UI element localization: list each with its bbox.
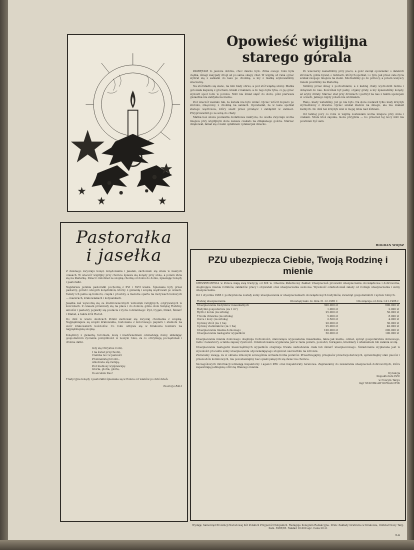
table-cell: 100.000 zł <box>385 332 399 336</box>
pzu-signature <box>196 372 400 386</box>
pzu-paragraph: Szczegółowych informacji udzielają inspektorzy i agenci PZU oraz inspektoraty terenowe. Zapraszamy do zawierania ubezpieczeń dobrowolnych, które zapewniają pełniejszą ochronę Waszego mienia. <box>196 362 400 370</box>
story-paragraph: Pod wieczór zawiało tak, że świata nie było widać. Ojciec wrócił dopiero po zmroku, zmęczony, z choinką na saniach. Opowiadał, że w lesie spotkał starego wędrowca, który szedł przez przełęcz i zabłądził w zamieci. Przyprowadził go ze sobą do chaty. <box>190 100 294 115</box>
signature-line: Inspektoratu PZU <box>376 375 400 379</box>
table-cell: 5.000 zł <box>327 314 338 318</box>
table-cell: 1.000 zł <box>327 307 338 311</box>
table-cell: 100.000 zł <box>324 328 338 332</box>
signature-line: Dyrekcja <box>388 371 400 375</box>
table-cell: 8.000 zł <box>388 314 399 318</box>
table-cell: 30.000 zł <box>386 321 399 325</box>
story-column <box>300 70 404 246</box>
pzu-rates-table <box>196 300 400 336</box>
table-cell: 25.000 zł <box>325 325 338 329</box>
carol-title: Pastorałka i jasełka <box>76 228 172 266</box>
table-cell: 200.000 zł <box>385 328 399 332</box>
carol-closing: Tradycyjne kolędy i pastorałki śpiewane są w Polsce od wieków po dziś dzień. <box>66 378 169 382</box>
christmas-illustration <box>67 34 185 212</box>
carol-paragraph: Jasełka zaś wywodzą się ze średniowiecznych widowisk religijnych, odgrywanych w kościołach. Z czasem przeniosły się na place i do domów, gdzie obok Świętej Rodziny, aniołów i pasterzy pojawiły się postacie z życia codziennego: Żyd, Cygan, Dziad, Śmierć i Diabeł, a także król Herod. <box>66 301 182 316</box>
pzu-intro <box>196 282 400 298</box>
candle-star-illustration <box>68 35 184 211</box>
pzu-title: PZU ubezpiecza Ciebie, Twoją Rodzinę i mienie <box>208 255 388 277</box>
story-title: Opowieść wigilijna starego górala <box>226 34 368 66</box>
binding-edge-left <box>0 0 8 550</box>
story-paragraph: Na stół kładło się siano, na nim biały obrus, a pod stół wiązkę słomy. Matka gotowała kapustę z grochem, kluski z makiem, a do tego była ryba, co ją ojciec wyłowił spod lodu w potoku. Nikt nie śmiał siąść do stołu, póki pierwsza gwiazdka nie zabłysła na niebie. <box>190 85 294 100</box>
carol-verse <box>92 347 182 375</box>
table-cell: Budynki gospodarcze (za 1 m²) <box>197 307 238 311</box>
pzu-advertisement <box>190 249 406 521</box>
verse-line: Ciemna noc w jasności <box>92 354 122 358</box>
binding-edge-right <box>407 0 414 550</box>
verse-line: Gdy się Chrystus rodzi, <box>92 347 123 351</box>
table-header: Rodzaj ubezpieczenia <box>196 300 270 304</box>
story-author: BOGDAN WOJSZ <box>375 243 404 247</box>
table-cell: 20.000 zł <box>325 321 338 325</box>
pzu-paragraph: Od 1 stycznia 1986 r. podwyższone zostały sumy ubezpieczenia w ubezpieczeniach obowiązkowych budynków, zwierząt gospodarskich i upraw rolnych. <box>196 293 396 297</box>
binding-edge-bottom <box>0 540 414 550</box>
pzu-paragraph: Zwracamy uwagę, że w okresie zimowym szczególnie wzrasta liczba pożarów. Przestrzegajmy przepisów przeciwpożarowych, sprawdzajmy stan pieców i przewodów kominowych, nie pozostawiajmy bez opieki palących się świec na choince. <box>196 354 400 361</box>
table-cell: 2.500 zł <box>327 318 338 322</box>
carol-signature: Teodozja BALI <box>163 384 182 388</box>
table-header: Obowiązuje od dnia 1.01.1986 r. <box>339 300 400 304</box>
publisher-footer: Wydają: Samorząd Prowincji Narodowej Kół Polskich Przyjaciół Chłopskich. Redaguje Kolegium Redakcyjne. Druk: Zakłady Graficzne w Krakowie, Oddział Nowy Targ. Zam. 3985/85. Nakład 10.000 egz. Cena 20 zł. <box>192 524 404 531</box>
carol-paragraph: Do dziś w wielu okolicach Polski zachował się zwyczaj chodzenia z szopką. Najpiękniejsze są szopki krakowskie, budowane z kolorowego papieru i staniolu na wzór krakowskich kościołów. Co roku odbywa się w Krakowie konkurs na najpiękniejszą szopkę. <box>66 317 182 332</box>
table-cell: Ubezpieczenie budynków mieszkalnych <box>197 304 250 308</box>
story-paragraph: Matka bez słowa postawiła dodatkowe nakrycie, bo wedle zwyczaju wolne miejsce przy wigilijnym stole zawsze czekało na zbłąkanego gościa. Starzec dziękował, łamał się z nami opłatkiem i płakał jak dziecko. <box>190 116 294 127</box>
story-column <box>190 70 294 246</box>
story-paragraph: Po wieczerzy zasiedliśmy przy piecu, a gość zaczął opowiadać o dalekich stronach, gdzie bywał, o ludziach, których spotkał, i o tym, jak przez całe życie szukał swojego miejsca na ziemi. Słuchaliśmy go do północy, a potem wszyscy razem poszliśmy na Pasterkę. <box>300 70 404 84</box>
carol-paragraph: Z dawnego zwyczaju kolęd, kolędowania i jasełek, zachowało się wiele w naszych czasach. W wieczór wigilijny przy choince śpiewa się kolędy przy stole, a potem idzie się na Pasterkę. Dzieci i młodzież ze szopką chodzą od domu do domu, śpiewając kolędy i pastorałki. <box>66 270 182 284</box>
table-cell: 600.000 zł <box>385 304 399 308</box>
table-cell: 25.000 zł <box>325 311 338 315</box>
story-paragraph: Szliśmy przez śnieg z pochodniami, a z każdej chaty wychodzili ludzie i dołączali do nas. Kościółek był pełny, organy grały, a my śpiewaliśmy kolędy, aż szyby drżały. Starzec stał przy drzwiach i patrzył na nas z takim spokojem w oczach, jakiego nigdy potem nie widziałem. <box>300 85 404 100</box>
story-paragraph: PAMIĘTAM to jeszcze dobrze, choć dawno było. Zima owego roku była ciężka, śniegi zasypały drogi aż po same okapy chat. W wigilię od rana ojciec wybrał się z saniami do lasu po choinkę, a my z matką szykowaliśmy wieczerzę. <box>190 70 294 84</box>
story-paragraph: Od tamtej pory co roku w wigilię zostawiam wolne miejsce przy stole i czekam. Może ktoś zapuka, może przyjdzie — bo przecież tej nocy nikt nie powinien być sam. <box>300 112 404 123</box>
table-cell: Ubezpieczenie następstw wypadków <box>197 332 246 336</box>
verse-line: Aniołowie się radują, <box>92 361 120 365</box>
table-cell: Bydło i konie (za sztukę) <box>197 311 230 315</box>
table-cell: Trzoda chlewna (za sztukę) <box>197 314 233 318</box>
table-cell: 40.000 zł <box>386 325 399 329</box>
verse-line: In excelsis Deo! <box>92 371 113 375</box>
pzu-paragraph: Ubezpieczenie mienia domowego obejmuje ruchomości, stanowiące wyposażenie mieszkania, takie jak meble, odzież, sprzęt gospodarstwa domowego, radio i telewizory, a także zapasy żywności. Odszkodowanie wypłacane jest w razie pożaru, powodzi, huraganu, kradzieży z włamaniem lub zalania wodą. <box>196 337 400 345</box>
carol-paragraph: Kolędnicy z gwiazdą, turoniem, kozą i niedźwiedziem odwiedzają domy, składając gospodarzom życzenia pomyślności w nowym roku, za co otrzymują poczęstunek i drobne datki. <box>66 333 182 344</box>
table-cell: 2.000 zł <box>388 307 399 311</box>
table-cell: Owce i kozy (za sztukę) <box>197 318 228 322</box>
signature-line: mgr STANISŁAW KOWALCZYK <box>358 382 400 386</box>
verse-line: I na świat przychodzi, <box>92 350 121 354</box>
carol-body <box>66 270 182 388</box>
divider <box>196 280 400 281</box>
story-paragraph: Rano, kiedy wstaliśmy, już go nie było. Na stole zostawił tylko mały krzyżyk wyrzeźbiony z drewna. Ojciec szukał śladów na śniegu, ale nie znalazł żadnych. Do dziś ten krzyżyk wisi w mojej izbie nad łóżkiem. <box>300 100 404 111</box>
table-cell: Ubezpieczenie mienia domowego <box>197 328 241 332</box>
table-header: Obowiązywało do dnia 31.12.1985 r. <box>270 300 338 304</box>
table-cell: 300.000 zł <box>324 304 338 308</box>
verse-line: Pod niebiosy wyśpiewują: <box>92 364 126 368</box>
table-cell: 50.000 zł <box>325 332 338 336</box>
table-row <box>196 332 400 336</box>
verse-line: Gloria, gloria, gloria, <box>92 368 120 372</box>
pzu-paragraph: UBEZPIECZENIA w Polsce mają swą tradycję od XIX w. Obecnie Państwowy Zakład Ubezpieczeń prowadzi ubezpieczenia obowiązkowe i dobrowolne, obejmujące mienie rolników, zakładów pracy i obywateli oraz ubezpieczenia osobowe. Wysokość odszkodowań zależy od rodzaju ubezpieczenia i sumy ubezpieczenia. <box>196 282 400 293</box>
pzu-body <box>196 338 400 370</box>
table-cell: Uprawy zbóż (za 1 ha) <box>197 321 227 325</box>
table-cell: 4.000 zł <box>388 318 399 322</box>
carol-paragraph: Najstarsze polskie pastorałki pochodzą z XVI i XVII wieku. Śpiewane były przez pasterzy, górali i ubogich kolędników, którzy z gwiazdą i szopką wędrowali po wsiach. Teksty ich pełne są humoru, ciepła i prostoty, a melodie oparte na motywach ludowych — mazurach, krakowiakach i kołysankach. <box>66 285 182 300</box>
table-cell: 50.000 zł <box>386 311 399 315</box>
story-body <box>190 70 404 246</box>
signature-line: w Nowym Targu <box>378 378 400 382</box>
page-number: 3-4 <box>395 533 400 537</box>
carol-article <box>60 222 188 522</box>
verse-line: Promienistej brodzi... <box>92 357 121 361</box>
pzu-paragraph: Ubezpieczenie następstw nieszczęśliwych wypadków obejmuje trwałe uszkodzenie ciała lub śmierć ubezpieczonego. Świadczenie wypłacane jest w wysokości procentu sumy ubezpieczenia odpowiadającego stopniowi uszczerbku na zdrowiu. <box>196 345 400 353</box>
table-cell: Uprawy ziemniaków (za 1 ha) <box>197 325 237 329</box>
